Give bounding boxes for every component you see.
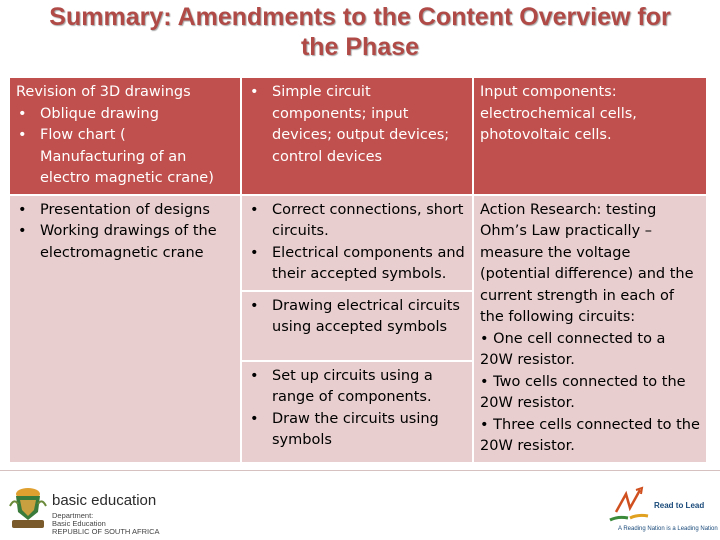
slide-title	[0, 2, 720, 62]
cell-presentation	[10, 196, 240, 462]
bullet-item: • Set up circuits using a range of components.	[248, 366, 466, 409]
title-line-1: Summary: Amendments to the Content Overview for	[49, 3, 671, 31]
table-row	[10, 196, 706, 290]
read-to-lead-tagline: A Reading Nation is a Leading Nation	[618, 526, 718, 532]
header-cell-input-components: Input components: electrochemical cells, photovoltaic cells.	[474, 78, 706, 194]
content-table	[8, 76, 708, 464]
footer-divider	[0, 470, 720, 471]
basic-education-title: basic education	[52, 492, 157, 509]
action-research-item: • One cell connected to a 20W resistor.	[480, 330, 666, 368]
cell-drawing-circuits	[242, 292, 472, 360]
cell-action-research	[474, 196, 706, 462]
bullet-item: • Drawing electrical circuits using accepted symbols	[248, 296, 466, 339]
coat-of-arms-icon	[8, 486, 48, 534]
action-research-item: • Three cells connected to the 20W resistor.	[480, 416, 700, 454]
cell-connections	[242, 196, 472, 290]
action-research-intro: Action Research: testing Ohm’s Law practically – measure the voltage (potential difference) and the current strength in each of the following circuits:	[480, 201, 694, 325]
bullet-list	[248, 366, 466, 452]
bullet-item: • Correct connections, short circuits.	[248, 200, 466, 243]
header-cell-lead: Revision of 3D drawings	[16, 84, 191, 100]
read-to-lead-logo	[606, 486, 718, 536]
title-line-2: the Phase	[300, 33, 420, 61]
header-cell-components	[242, 78, 472, 194]
bullet-item: • Draw the circuits using symbols	[248, 409, 466, 452]
bullet-item: • Electrical components and their accepted symbols.	[248, 243, 466, 286]
bullet-list	[248, 200, 466, 286]
basic-education-sub: Department:	[52, 511, 94, 520]
read-to-lead-icon	[606, 486, 652, 526]
basic-education-logo	[6, 486, 206, 536]
action-research-item: • Two cells connected to the 20W resistor.	[480, 373, 686, 411]
header-row	[10, 78, 706, 194]
bullet-item: • Oblique drawing	[16, 104, 234, 126]
bullet-item: • Simple circuit components; input devices; output devices; control devices	[248, 82, 466, 168]
header-bullet-list	[248, 82, 466, 168]
bullet-item: • Working drawings of the electromagnetic crane	[16, 221, 234, 264]
header-cell-revision	[10, 78, 240, 194]
basic-education-sub: Basic Education	[52, 519, 106, 528]
header-bullet-list	[16, 104, 234, 190]
bullet-item: • Presentation of designs	[16, 200, 234, 222]
read-to-lead-title: Read to Lead	[654, 501, 705, 510]
bullet-item: • Flow chart ( Manufacturing of an electro magnetic crane)	[16, 125, 234, 190]
basic-education-sub: REPUBLIC OF SOUTH AFRICA	[52, 527, 160, 536]
bullet-list	[16, 200, 234, 265]
cell-set-up-circuits	[242, 362, 472, 462]
bullet-list	[248, 296, 466, 339]
